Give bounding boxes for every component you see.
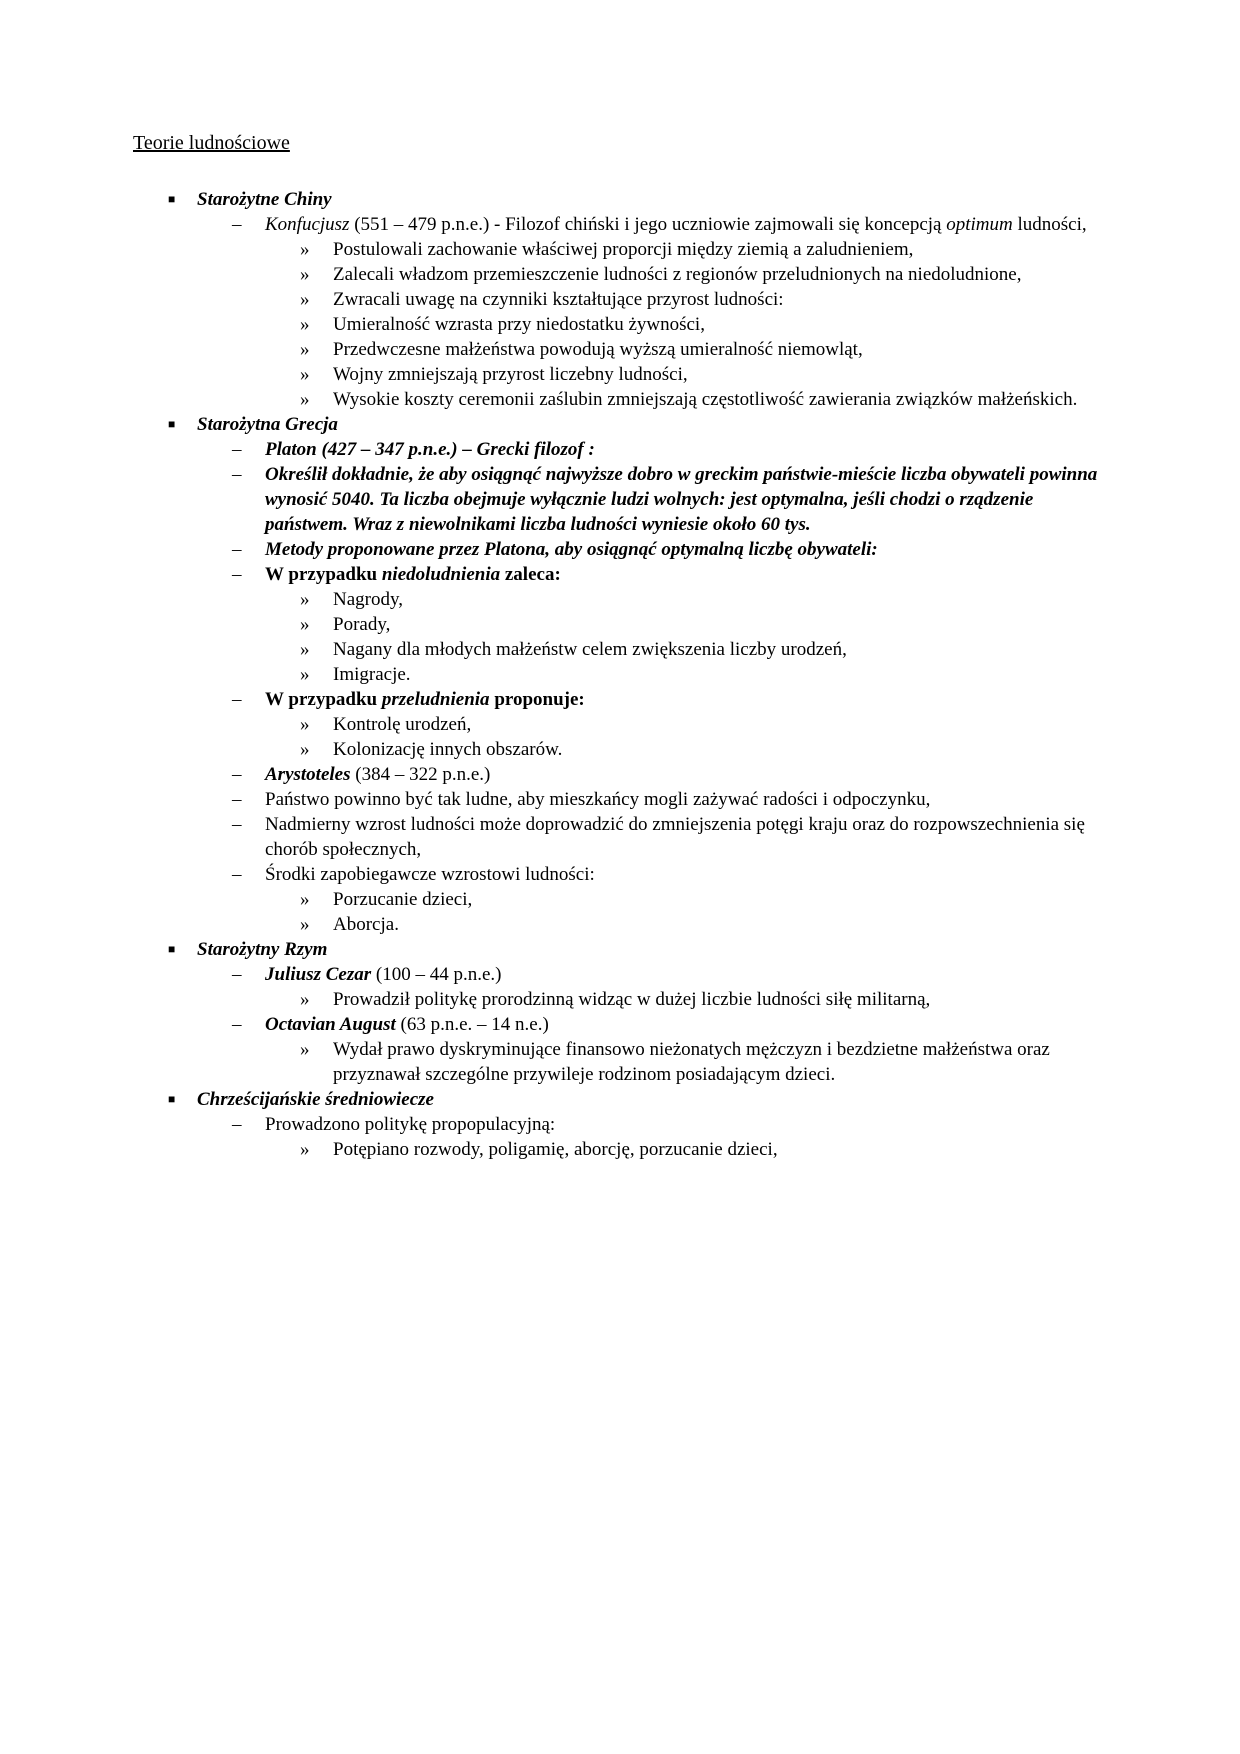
- list-item-text: Nadmierny wzrost ludności może doprowadzić do zmniejszenia potęgi kraju oraz do rozpowszechnienia się chorób społecznych,: [265, 814, 1085, 860]
- list-item-text: Konfucjusz (551 – 479 p.n.e.) - Filozof chiński i jego uczniowie zajmowali się koncepcją optimum ludności,: [265, 214, 1087, 235]
- dash-bullet-icon: –: [232, 439, 242, 460]
- guillemet-bullet-icon: »: [300, 589, 310, 610]
- list-item: [133, 737, 1117, 762]
- list-item-text: Kolonizację innych obszarów.: [333, 739, 563, 760]
- dash-bullet-icon: –: [232, 689, 242, 710]
- guillemet-bullet-icon: »: [300, 389, 310, 410]
- page-title: Teorie ludnościowe: [133, 132, 290, 154]
- list-item: [133, 612, 1117, 637]
- list-item: [133, 187, 1117, 212]
- list-item-text: Wysokie koszty ceremonii zaślubin zmniejszają częstotliwość zawierania związków małżeńskich.: [333, 389, 1078, 410]
- guillemet-bullet-icon: »: [300, 239, 310, 260]
- guillemet-bullet-icon: »: [300, 889, 310, 910]
- square-bullet-icon: ■: [168, 1092, 176, 1106]
- list-item: [133, 962, 1117, 987]
- list-item: [133, 812, 1117, 862]
- square-bullet-icon: ■: [168, 417, 176, 431]
- dash-bullet-icon: –: [232, 1014, 242, 1035]
- list-item: [133, 312, 1117, 337]
- list-item: [133, 287, 1117, 312]
- guillemet-bullet-icon: »: [300, 914, 310, 935]
- list-item: [133, 912, 1117, 937]
- list-item-text: Wojny zmniejszają przyrost liczebny ludności,: [333, 364, 688, 385]
- guillemet-bullet-icon: »: [300, 264, 310, 285]
- guillemet-bullet-icon: »: [300, 614, 310, 635]
- list-item-text: Starożytne Chiny: [197, 189, 332, 210]
- list-item-text: Wydał prawo dyskryminujące finansowo nieżonatych mężczyzn i bezdzietne małżeństwa oraz przyznawał szczególne przywileje rodzinom posiadającym dzieci.: [333, 1039, 1050, 1085]
- list-item-text: Chrześcijańskie średniowiecze: [197, 1089, 434, 1110]
- list-item: [133, 1037, 1117, 1087]
- dash-bullet-icon: –: [232, 539, 242, 560]
- dash-bullet-icon: –: [232, 764, 242, 785]
- guillemet-bullet-icon: »: [300, 1039, 310, 1060]
- list-item-text: Starożytny Rzym: [197, 939, 328, 960]
- list-item-text: W przypadku przeludnienia proponuje:: [265, 689, 585, 710]
- guillemet-bullet-icon: »: [300, 314, 310, 335]
- list-item: [133, 387, 1117, 412]
- list-item-text: W przypadku niedoludnienia zaleca:: [265, 564, 561, 585]
- dash-bullet-icon: –: [232, 1114, 242, 1135]
- list-item: [133, 937, 1117, 962]
- list-item-text: Umieralność wzrasta przy niedostatku żywności,: [333, 314, 705, 335]
- list-item: [133, 237, 1117, 262]
- list-item: [133, 887, 1117, 912]
- list-item-text: Porady,: [333, 614, 391, 635]
- dash-bullet-icon: –: [232, 789, 242, 810]
- dash-bullet-icon: –: [232, 464, 242, 485]
- list-item: [133, 662, 1117, 687]
- list-item: [133, 362, 1117, 387]
- list-item: [133, 1012, 1117, 1037]
- document-list: [133, 187, 1117, 1162]
- guillemet-bullet-icon: »: [300, 639, 310, 660]
- list-item-text: Nagrody,: [333, 589, 403, 610]
- guillemet-bullet-icon: »: [300, 989, 310, 1010]
- list-item-text: Zalecali władzom przemieszczenie ludności z regionów przeludnionych na niedoludnione,: [333, 264, 1022, 285]
- list-item-text: Potępiano rozwody, poligamię, aborcję, porzucanie dzieci,: [333, 1139, 778, 1160]
- guillemet-bullet-icon: »: [300, 289, 310, 310]
- list-item: [133, 987, 1117, 1012]
- guillemet-bullet-icon: »: [300, 1139, 310, 1160]
- list-item-text: Juliusz Cezar (100 – 44 p.n.e.): [265, 964, 502, 985]
- list-item-text: Państwo powinno być tak ludne, aby mieszkańcy mogli zażywać radości i odpoczynku,: [265, 789, 931, 810]
- list-item: [133, 862, 1117, 887]
- list-item-text: Arystoteles (384 – 322 p.n.e.): [265, 764, 491, 785]
- guillemet-bullet-icon: »: [300, 664, 310, 685]
- list-item: [133, 262, 1117, 287]
- list-item: [133, 1112, 1117, 1137]
- dash-bullet-icon: –: [232, 564, 242, 585]
- list-item: [133, 537, 1117, 562]
- list-item-text: Platon (427 – 347 p.n.e.) – Grecki filozof :: [265, 439, 595, 460]
- list-item-text: Przedwczesne małżeństwa powodują wyższą umieralność niemowląt,: [333, 339, 863, 360]
- list-item-text: Postulowali zachowanie właściwej proporcji między ziemią a zaludnieniem,: [333, 239, 914, 260]
- square-bullet-icon: ■: [168, 942, 176, 956]
- list-item-text: Kontrolę urodzeń,: [333, 714, 472, 735]
- guillemet-bullet-icon: »: [300, 739, 310, 760]
- list-item: [133, 1137, 1117, 1162]
- list-item: [133, 437, 1117, 462]
- list-item: [133, 787, 1117, 812]
- list-item-text: Porzucanie dzieci,: [333, 889, 473, 910]
- list-item-text: Aborcja.: [333, 914, 399, 935]
- list-item-text: Określił dokładnie, że aby osiągnąć najwyższe dobro w greckim państwie-mieście liczba obywateli powinna wynosić 5040. Ta liczba obejmuje wyłącznie ludzi wolnych: jest optymalna, jeśli chodzi o rządzenie państwem. Wraz z niewolnikami liczba ludności wyniesie około 60 tys.: [265, 464, 1098, 535]
- list-item-text: Środki zapobiegawcze wzrostowi ludności:: [265, 864, 595, 885]
- list-item: [133, 762, 1117, 787]
- list-item-text: Prowadził politykę prorodzinną widząc w dużej liczbie ludności siłę militarną,: [333, 989, 931, 1010]
- square-bullet-icon: ■: [168, 192, 176, 206]
- list-item: [133, 212, 1117, 237]
- list-item-text: Metody proponowane przez Platona, aby osiągnąć optymalną liczbę obywateli:: [265, 539, 878, 560]
- list-item-text: Nagany dla młodych małżeństw celem zwiększenia liczby urodzeń,: [333, 639, 847, 660]
- dash-bullet-icon: –: [232, 814, 242, 835]
- list-item-text: Prowadzono politykę propopulacyjną:: [265, 1114, 556, 1135]
- list-item: [133, 462, 1117, 537]
- dash-bullet-icon: –: [232, 214, 242, 235]
- guillemet-bullet-icon: »: [300, 339, 310, 360]
- list-item: [133, 587, 1117, 612]
- list-item: [133, 637, 1117, 662]
- dash-bullet-icon: –: [232, 864, 242, 885]
- guillemet-bullet-icon: »: [300, 714, 310, 735]
- guillemet-bullet-icon: »: [300, 364, 310, 385]
- list-item: [133, 687, 1117, 712]
- list-item: [133, 712, 1117, 737]
- list-item-text: Imigracje.: [333, 664, 411, 685]
- list-item-text: Zwracali uwagę na czynniki kształtujące przyrost ludności:: [333, 289, 784, 310]
- dash-bullet-icon: –: [232, 964, 242, 985]
- list-item-text: Octavian August (63 p.n.e. – 14 n.e.): [265, 1014, 549, 1035]
- list-item: [133, 337, 1117, 362]
- list-item: [133, 1087, 1117, 1112]
- list-item: [133, 412, 1117, 437]
- list-item-text: Starożytna Grecja: [197, 414, 338, 435]
- list-item: [133, 562, 1117, 587]
